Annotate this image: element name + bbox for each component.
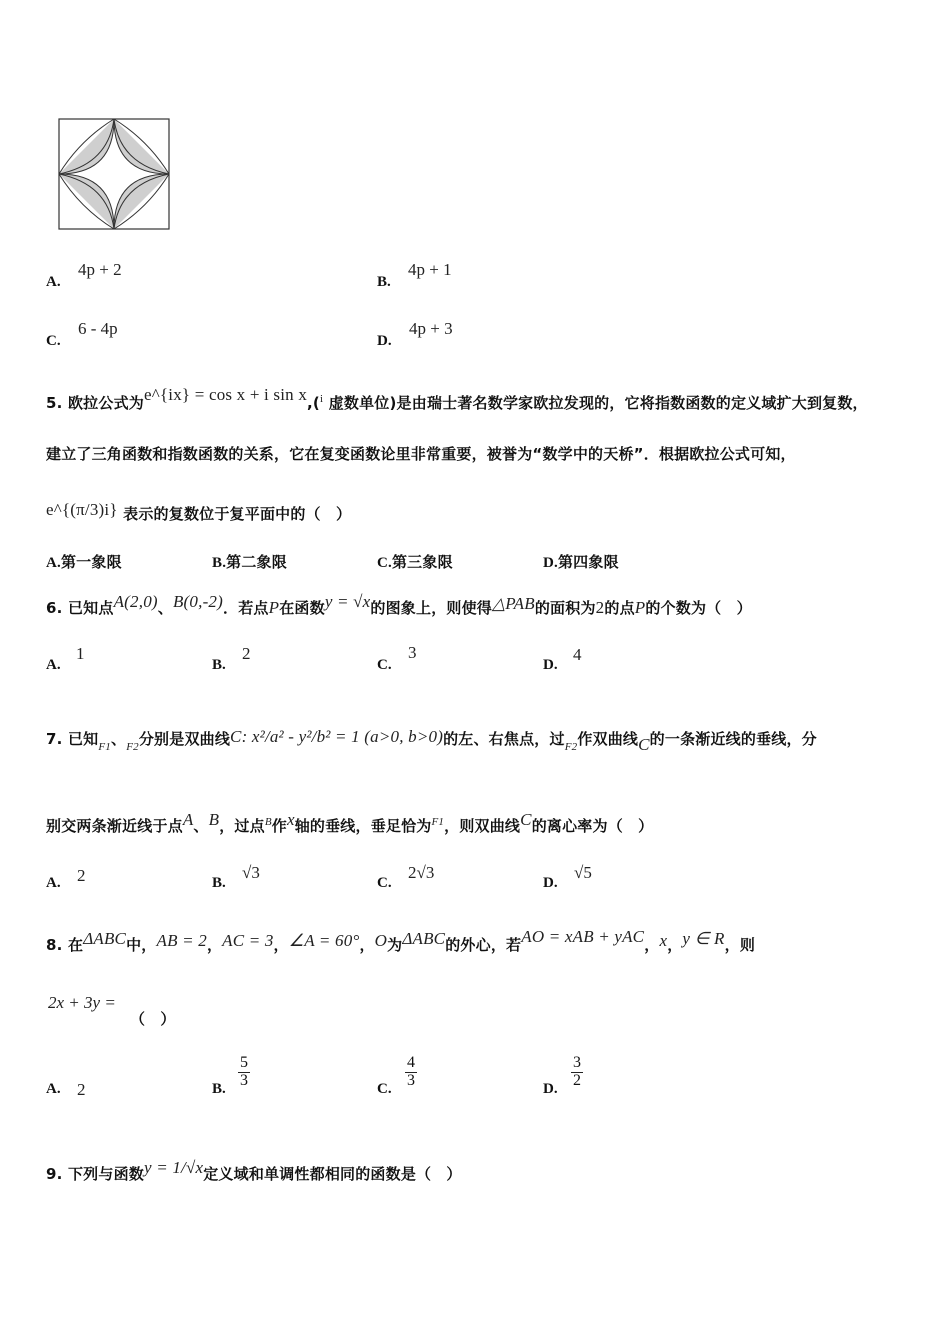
q6-option-c-value: 3 xyxy=(408,643,417,662)
q5-expression: e^{(π/3)i} xyxy=(46,500,118,519)
q6-number: 6. xyxy=(46,599,63,617)
q8-option-c-fraction: $\frac{4}{3}$ xyxy=(407,1054,415,1089)
q4-option-d-value: 4p + 3 xyxy=(409,319,453,338)
q8-option-a-label: A. xyxy=(46,1081,61,1097)
q7-option-a-label: A. xyxy=(46,875,61,891)
geometry-figure xyxy=(58,118,172,232)
q8-vector-equation: AO = xAB + yAC xyxy=(521,927,645,946)
question-7-line-1: 7. 已知$_{F1}$、$_{F2}$分别是双曲线C: x²/a² - y²/b² = 1 (a>0, b>0)的左、右焦点，过$_{F2}$作双曲线C的一条渐近线的垂线，分 xyxy=(46,727,817,754)
question-5-line-1 xyxy=(46,385,868,413)
q9-number: 9. xyxy=(46,1165,63,1183)
q7-option-d-label: D. xyxy=(543,875,558,891)
q6-option-d-label: D. xyxy=(543,657,558,673)
q4-option-b-label: B. xyxy=(377,274,391,290)
q5-option-d: D.第四象限 xyxy=(543,553,619,571)
question-8-line-2 xyxy=(48,993,116,1013)
q8-option-b-fraction: $\frac{5}{3}$ xyxy=(240,1054,248,1089)
q5-line3-text: 表示的复数位于复平面中的（ ） xyxy=(123,505,352,523)
q6-option-b-label: B. xyxy=(212,657,226,673)
question-5-line-3 xyxy=(46,500,352,524)
q6-option-c-label: C. xyxy=(377,657,392,673)
q7-option-c-label: C. xyxy=(377,875,392,891)
q5-option-c: C.第三象限 xyxy=(377,553,453,571)
q6-option-b-value: 2 xyxy=(242,644,251,663)
question-5-line-2: 建立了三角函数和指数函数的关系，它在复变函数论里非常重要，被誉为“数学中的天桥”．根据欧拉公式可知， xyxy=(46,445,796,463)
q6-option-a-label: A. xyxy=(46,657,61,673)
q4-option-c-value: 6 - 4p xyxy=(78,319,118,338)
q8-number: 8. xyxy=(46,936,63,954)
q5-line1-rest: 虚数单位)是由瑞士著名数学家欧拉发现的，它将指数函数的定义域扩大到复数， xyxy=(328,394,868,412)
q6-point-a: A(2,0) xyxy=(113,592,158,611)
question-8-line-1: 8. 在ΔABC中，AB = 2，AC = 3，∠A = 60°，O为ΔABC的外心，若AO = xAB + yAC，x，y ∈ R，则 xyxy=(46,927,756,954)
question-7-line-2: 别交两条渐近线于点A、B，过点$^B$作x轴的垂线，垂足恰为$^{F1}$，则双曲线C的离心率为（ ） xyxy=(46,810,654,835)
q4-option-c-label: C. xyxy=(46,333,61,349)
figure-svg xyxy=(58,118,172,232)
question-9-line-1: 9. 下列与函数y = 1/√x定义域和单调性都相同的函数是（ ） xyxy=(46,1158,462,1183)
q5-number: 5. xyxy=(46,394,63,412)
q6-option-a-value: 1 xyxy=(76,644,85,663)
q8-blank: （ ） xyxy=(130,1010,176,1028)
q9-function: y = 1/√x xyxy=(144,1158,204,1177)
q5-formula: e^{ix} = cos x + i sin x xyxy=(144,385,308,404)
q7-option-c-value: 2√3 xyxy=(408,863,435,882)
q5-option-b: B.第二象限 xyxy=(212,553,287,571)
q5-lead: 欧拉公式为 xyxy=(67,394,144,412)
q8-option-a-value: 2 xyxy=(77,1080,86,1099)
q8-option-d-label: D. xyxy=(543,1081,558,1097)
q6-function: y = √x xyxy=(324,592,371,611)
q7-hyperbola: C: x²/a² - y²/b² = 1 (a>0, b>0) xyxy=(230,727,444,746)
q6-point-b: B(0,-2) xyxy=(172,592,223,611)
q7-number: 7. xyxy=(46,730,63,748)
q4-option-b-value: 4p + 1 xyxy=(408,260,452,279)
q4-option-a-label: A. xyxy=(46,274,61,290)
q5-i-symbol: i xyxy=(319,393,324,405)
q8-option-b-label: B. xyxy=(212,1081,226,1097)
q8-option-d-fraction: $\frac{3}{2}$ xyxy=(573,1054,581,1089)
q5-paren: ,( xyxy=(307,394,320,412)
q4-option-a-value: 4p + 2 xyxy=(78,260,122,279)
q7-option-b-value: √3 xyxy=(242,863,260,882)
q6-triangle: △PAB xyxy=(492,594,535,613)
q6-option-d-value: 4 xyxy=(573,645,582,664)
q5-option-a: A.第一象限 xyxy=(46,553,122,571)
question-6-line-1: 6. 已知点A(2,0)、B(0,-2)．若点P在函数y = √x的图象上，则使得△PAB的面积为2的点P的个数为（ ） xyxy=(46,592,752,617)
q7-option-a-value: 2 xyxy=(77,866,86,885)
q8-option-c-label: C. xyxy=(377,1081,392,1097)
q4-option-d-label: D. xyxy=(377,333,392,349)
q7-option-b-label: B. xyxy=(212,875,226,891)
q7-option-d-value: √5 xyxy=(574,863,592,882)
q8-expression: 2x + 3y = xyxy=(48,993,116,1012)
